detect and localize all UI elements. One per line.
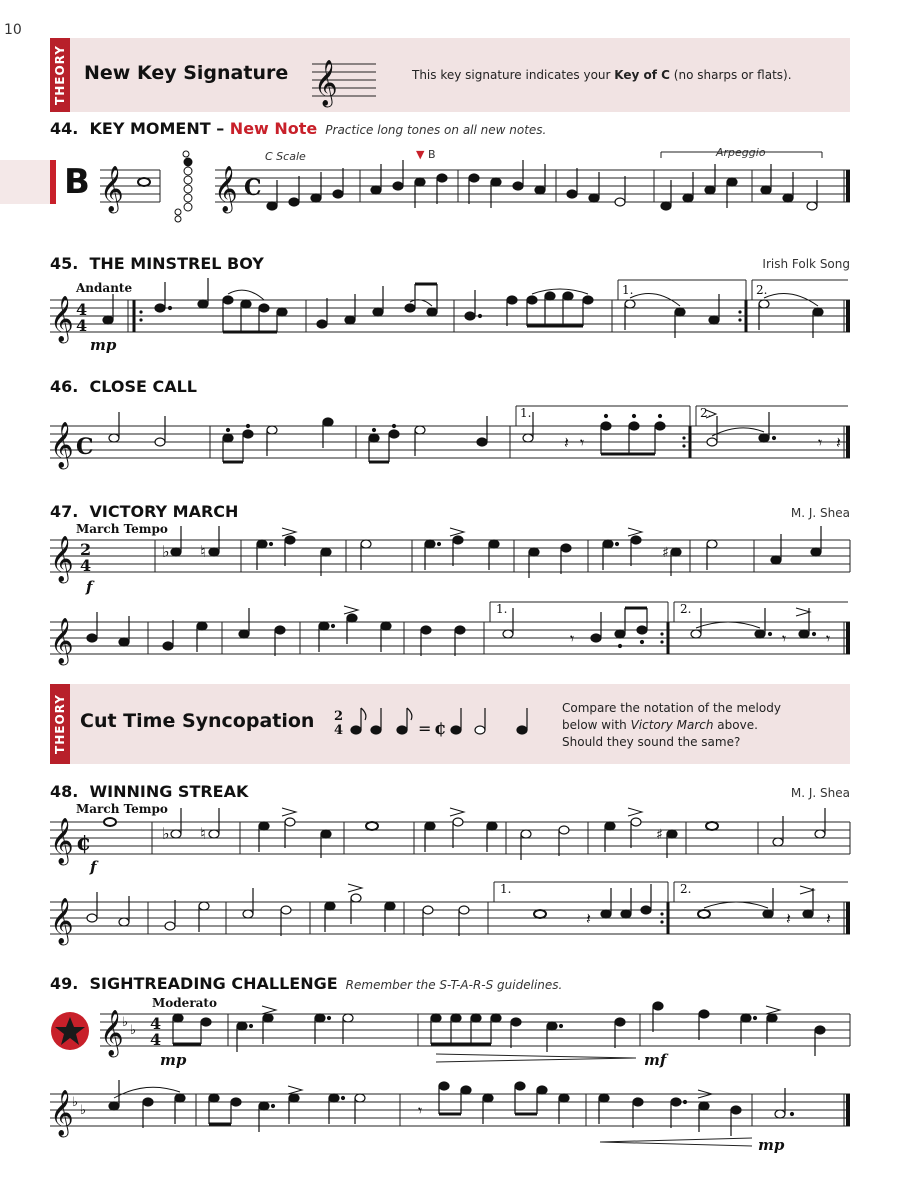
new-note-letter: B bbox=[64, 162, 90, 202]
svg-text:𝄾: 𝄾 bbox=[782, 629, 787, 648]
b-note-label: ▼ B bbox=[416, 148, 436, 161]
svg-text:𝄞: 𝄞 bbox=[50, 818, 74, 864]
ending-1-label: 1. bbox=[496, 602, 508, 616]
svg-text:𝄞: 𝄞 bbox=[50, 422, 74, 468]
ending-2-label: 2. bbox=[756, 283, 768, 297]
svg-text:4: 4 bbox=[150, 1030, 162, 1049]
ending-2-label: 2. bbox=[680, 602, 692, 616]
svg-text:♮: ♮ bbox=[200, 824, 206, 843]
svg-text:C: C bbox=[76, 434, 94, 460]
exercise-48-dynamic: f bbox=[90, 858, 97, 876]
ending-2-label: 2. bbox=[700, 406, 712, 420]
svg-text:𝄽: 𝄽 bbox=[826, 909, 831, 928]
exercise-49-dynamic-mp-end: mp bbox=[758, 1136, 785, 1154]
theory-box-cut-time bbox=[50, 684, 850, 764]
svg-text:𝄾: 𝄾 bbox=[418, 1101, 423, 1120]
svg-text:𝄞: 𝄞 bbox=[314, 60, 338, 106]
svg-text:♭: ♭ bbox=[72, 1095, 79, 1110]
rhythm-comparison bbox=[332, 704, 542, 744]
svg-text:=: = bbox=[418, 719, 432, 738]
svg-text:4: 4 bbox=[76, 316, 88, 335]
exercise-48-staff-2 bbox=[0, 872, 900, 962]
exercise-47-staff-1 bbox=[0, 510, 900, 600]
exercise-49-staff-2 bbox=[0, 1080, 900, 1160]
svg-text:𝄞: 𝄞 bbox=[50, 898, 74, 944]
svg-text:4: 4 bbox=[334, 723, 344, 738]
exercise-46-title: 46. CLOSE CALL bbox=[50, 377, 197, 396]
svg-text:♭: ♭ bbox=[162, 542, 170, 561]
svg-text:2: 2 bbox=[334, 709, 344, 724]
svg-text:4: 4 bbox=[150, 1014, 162, 1033]
svg-text:4: 4 bbox=[80, 556, 92, 575]
svg-text:𝄞: 𝄞 bbox=[50, 296, 74, 342]
svg-text:𝄞: 𝄞 bbox=[50, 536, 74, 582]
svg-text:𝄾: 𝄾 bbox=[818, 433, 823, 452]
svg-text:♭: ♭ bbox=[162, 824, 170, 843]
exercise-47-composer: M. J. Shea bbox=[790, 506, 850, 520]
exercise-47-staff-2 bbox=[0, 592, 900, 682]
exercise-49-dynamic-mp: mp bbox=[160, 1051, 187, 1069]
ending-1-label: 1. bbox=[520, 406, 532, 420]
exercise-44-staff bbox=[0, 140, 900, 220]
theory-tab: THEORY bbox=[50, 38, 70, 112]
exercise-47-dynamic: f bbox=[86, 578, 93, 596]
exercise-49-tempo: Moderato bbox=[152, 996, 217, 1010]
exercise-45-title: 45. THE MINSTREL BOY bbox=[50, 254, 264, 273]
exercise-45-dynamic: mp bbox=[90, 336, 117, 354]
svg-text:𝄾: 𝄾 bbox=[570, 629, 575, 648]
svg-text:♭: ♭ bbox=[80, 1103, 87, 1118]
exercise-45-tempo: Andante bbox=[76, 281, 133, 295]
svg-text:𝄞: 𝄞 bbox=[50, 618, 74, 664]
svg-text:𝄽: 𝄽 bbox=[564, 433, 569, 452]
exercise-48-tempo: March Tempo bbox=[76, 802, 168, 816]
ending-2-label: 2. bbox=[680, 882, 692, 896]
exercise-49-staff-1 bbox=[0, 1000, 900, 1080]
svg-text:𝄞: 𝄞 bbox=[100, 166, 124, 212]
exercise-45-staff bbox=[0, 270, 900, 360]
arpeggio-label: Arpeggio bbox=[716, 146, 766, 159]
svg-text:𝄽: 𝄽 bbox=[836, 433, 841, 452]
theory-tab: THEORY bbox=[50, 684, 70, 764]
svg-text:♭: ♭ bbox=[130, 1023, 137, 1038]
key-signature-staff bbox=[312, 52, 382, 108]
exercise-44-title: 44. KEY MOMENT – New Note Practice long tones on all new notes. bbox=[50, 119, 547, 138]
theory-box-key-signature bbox=[50, 38, 850, 112]
svg-text:2: 2 bbox=[80, 540, 92, 559]
exercise-46-staff bbox=[0, 396, 900, 486]
svg-text:♯: ♯ bbox=[656, 827, 663, 843]
svg-text:𝄾: 𝄾 bbox=[826, 629, 831, 648]
exercise-48-composer: M. J. Shea bbox=[790, 786, 850, 800]
ending-1-label: 1. bbox=[500, 882, 512, 896]
svg-text:¢: ¢ bbox=[434, 718, 447, 739]
c-scale-label: C Scale bbox=[265, 150, 306, 163]
svg-text:𝄞: 𝄞 bbox=[214, 166, 238, 212]
ending-1-label: 1. bbox=[622, 283, 634, 297]
theory-title: New Key Signature bbox=[84, 62, 289, 84]
theory-text: Compare the notation of the melody below with Victory March above. Should they sound the same? bbox=[562, 701, 781, 749]
exercise-47-title: 47. VICTORY MARCH bbox=[50, 502, 239, 521]
exercise-49-title: 49. SIGHTREADING CHALLENGE Remember the S-T-A-R-S guidelines. bbox=[50, 974, 563, 993]
svg-text:♭: ♭ bbox=[122, 1015, 129, 1030]
svg-text:𝄞: 𝄞 bbox=[50, 1090, 74, 1136]
exercise-45-composer: Irish Folk Song bbox=[762, 257, 850, 271]
theory-text: This key signature indicates your Key of C (no sharps or flats). bbox=[412, 68, 792, 82]
svg-text:♯: ♯ bbox=[662, 545, 669, 561]
svg-text:C: C bbox=[244, 175, 262, 201]
svg-text:𝄾: 𝄾 bbox=[580, 433, 585, 452]
svg-text:4: 4 bbox=[76, 300, 88, 319]
svg-text:♮: ♮ bbox=[200, 542, 206, 561]
exercise-47-tempo: March Tempo bbox=[76, 522, 168, 536]
exercise-49-dynamic-mf: mf bbox=[644, 1051, 667, 1069]
theory-title: Cut Time Syncopation bbox=[80, 710, 315, 732]
page-number: 10 bbox=[4, 22, 22, 38]
svg-text:𝄽: 𝄽 bbox=[586, 909, 591, 928]
svg-text:𝄞: 𝄞 bbox=[100, 1010, 124, 1056]
exercise-48-staff-1 bbox=[0, 792, 900, 882]
svg-text:¢: ¢ bbox=[76, 830, 92, 856]
exercise-48-title: 48. WINNING STREAK bbox=[50, 782, 249, 801]
svg-text:𝄽: 𝄽 bbox=[786, 909, 791, 928]
